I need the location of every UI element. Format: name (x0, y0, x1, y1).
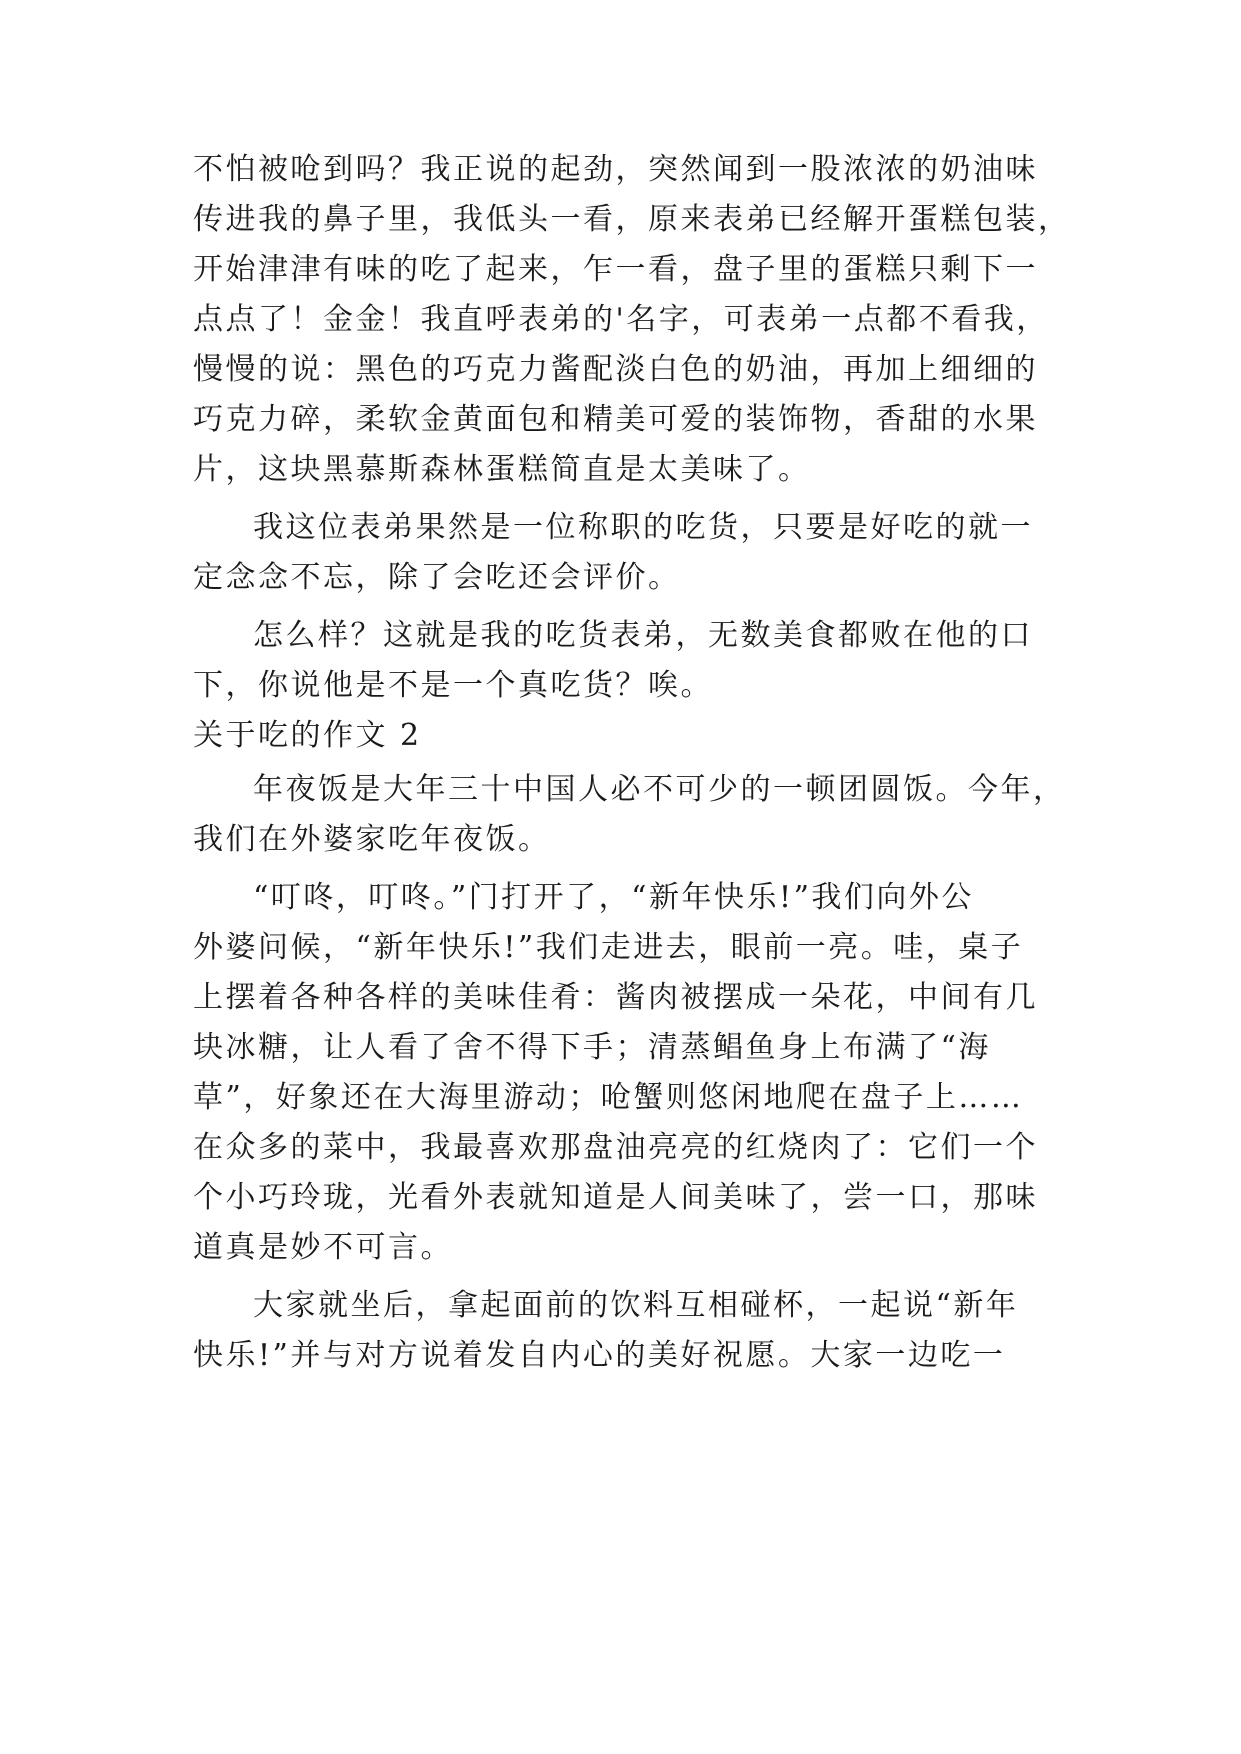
text-line: 上摆着各种各样的美味佳肴：酱肉被摆成一朵花，中间有几 (193, 980, 1038, 1015)
text-line: 道真是妙不可言。 (193, 1230, 453, 1265)
paragraph-first-line: “叮咚，叮咚。”门打开了，“新年快乐!”我们向外公 (253, 880, 974, 915)
text-line: 草”，好象还在大海里游动；呛蟹则悠闲地爬在盘子上…… (193, 1080, 1024, 1115)
text-line: 巧克力碎，柔软金黄面包和精美可爱的装饰物，香甜的水果 (193, 402, 1038, 437)
text-line: 块冰糖，让人看了舍不得下手；清蒸鲳鱼身上布满了“海 (193, 1030, 991, 1065)
text-line: 传进我的鼻子里，我低头一看，原来表弟已经解开蛋糕包装， (193, 202, 1071, 237)
paragraph-first-line: 我这位表弟果然是一位称职的吃货，只要是好吃的就一 (253, 510, 1033, 545)
text-line: 外婆问候，“新年快乐!”我们走进去，眼前一亮。哇，桌子 (193, 930, 1024, 965)
section-heading: 关于吃的作文 2 (193, 718, 422, 753)
paragraph-first-line: 怎么样？这就是我的吃货表弟，无数美食都败在他的口 (253, 618, 1033, 653)
text-line: 快乐!”并与对方说着发自内心的美好祝愿。大家一边吃一 (193, 1338, 1006, 1373)
text-line: 定念念不忘，除了会吃还会评价。 (193, 560, 681, 595)
text-line: 在众多的菜中，我最喜欢那盘油亮亮的红烧肉了：它们一个 (193, 1130, 1038, 1165)
text-line: 不怕被呛到吗？我正说的起劲，突然闻到一股浓浓的奶油味 (193, 152, 1038, 187)
text-line: 下，你说他是不是一个真吃货？唉。 (193, 668, 713, 703)
text-line: 点点了！金金！我直呼表弟的'名字，可表弟一点都不看我， (193, 302, 1049, 337)
text-line: 片，这块黑慕斯森林蛋糕简直是太美味了。 (193, 452, 811, 487)
paragraph-first-line: 大家就坐后，拿起面前的饮料互相碰杯，一起说“新年 (253, 1288, 1019, 1323)
text-line: 开始津津有味的吃了起来，乍一看，盘子里的蛋糕只剩下一 (193, 252, 1038, 287)
text-line: 我们在外婆家吃年夜饭。 (193, 822, 551, 857)
paragraph-first-line: 年夜饭是大年三十中国人必不可少的一顿团圆饭。今年， (253, 772, 1066, 807)
text-line: 个小巧玲珑，光看外表就知道是人间美味了，尝一口，那味 (193, 1180, 1038, 1215)
text-line: 慢慢的说：黑色的巧克力酱配淡白色的奶油，再加上细细的 (193, 352, 1038, 387)
